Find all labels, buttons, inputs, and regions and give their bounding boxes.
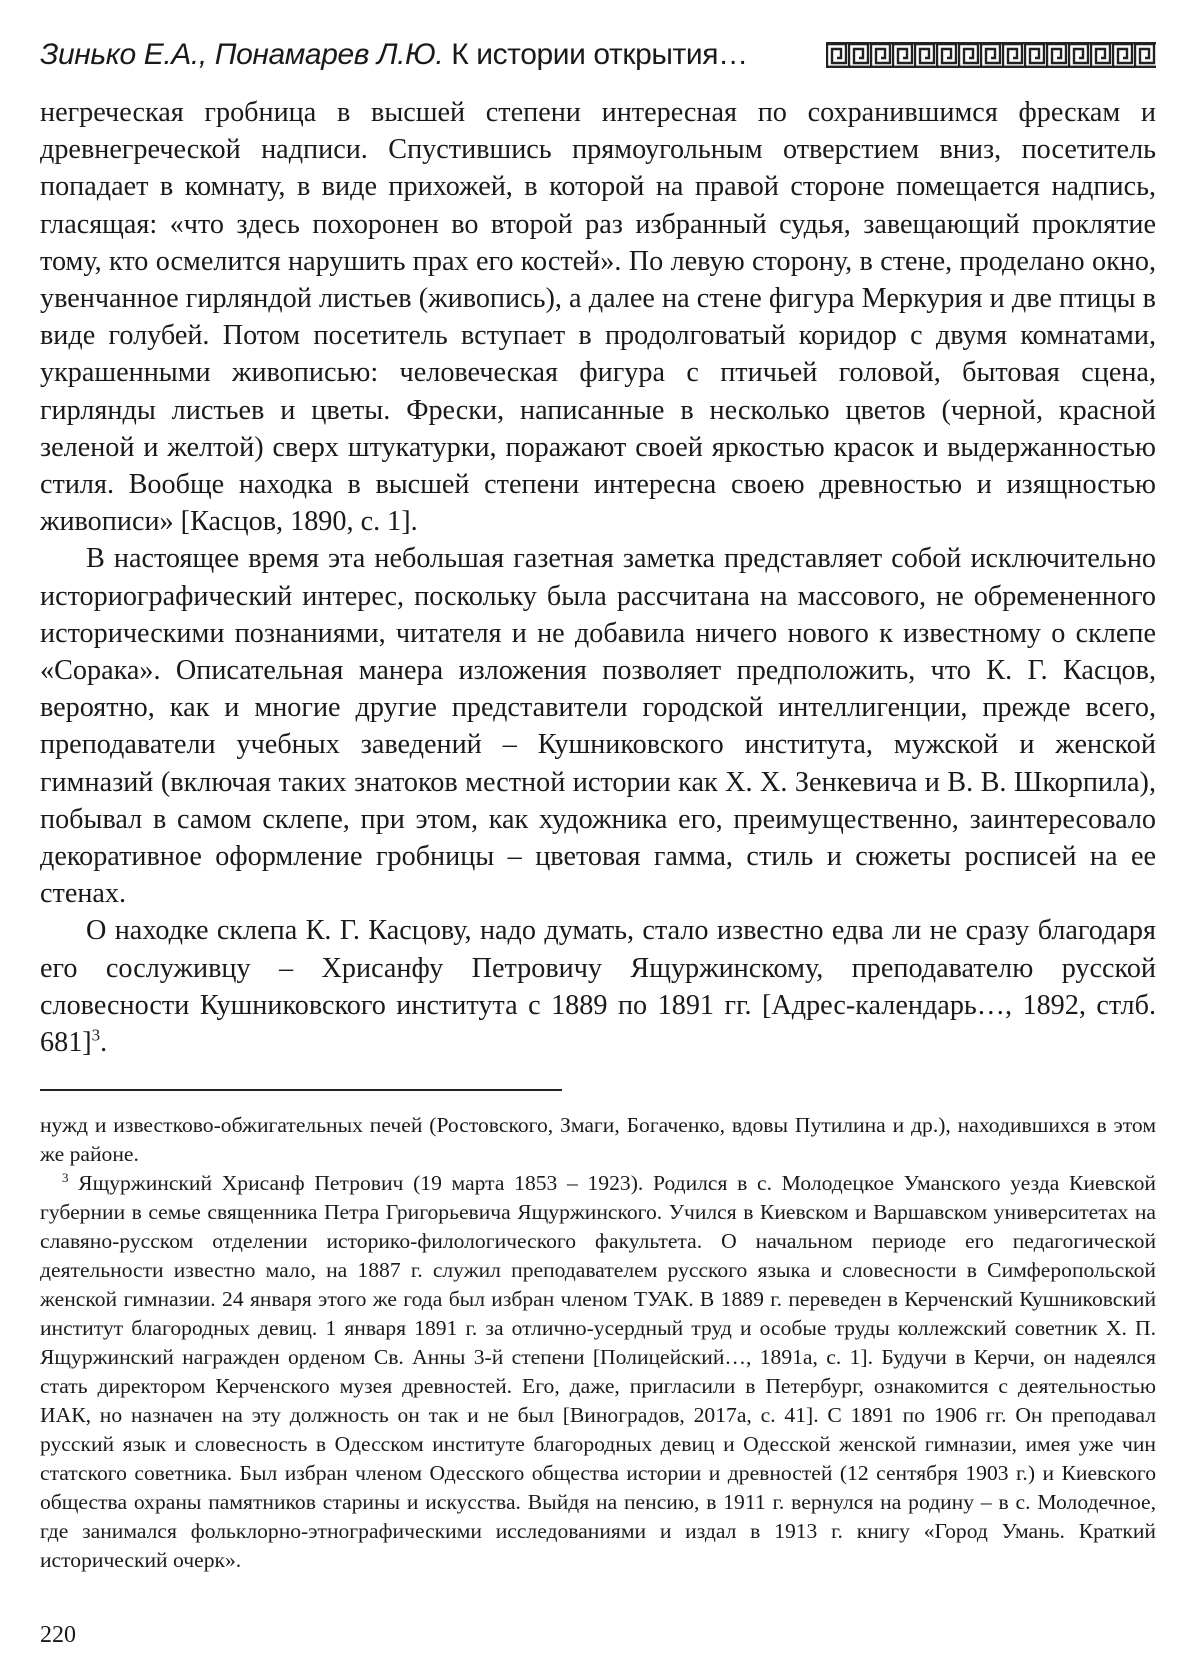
footnote-ref-3[interactable]: 3 [91,1025,101,1045]
main-text [40,94,1156,1061]
footnote-continued: нужд и известково-обжигательных печей (Ростовского, Змаги, Богаченко, вдовы Путилина и др.), находившихся в этом же районе. [40,1113,1156,1167]
footnotes [40,1111,1156,1575]
running-title [40,38,748,72]
greek-key-ornament [826,42,1156,68]
paragraph-3-text: О находке склепа К. Г. Касцову, надо думать, стало известно едва ли не сразу благодаря его сослуживцу – Хрисанфу Петровичу Ящуржинскому, преподавателю русской словесности Кушниковского института с 1889 по 1891 гг. [Адрес-календарь…, 1892, стлб. 681] [40,915,1156,1059]
paragraph-2: В настоящее время эта небольшая газетная заметка представляет собой исключительно историографический интерес, поскольку была рассчитана на массового, не обремененного историческими познаниями, читателя и не добавила ничего нового к известному о склепе «Сорака». Описательная манера изложения позволяет предположить, что К. Г. Касцов, вероятно, как и многие другие представители городской интеллигенции, прежде всего, преподаватели учебных заведений – Кушниковского института, мужской и женской гимназий (включая таких знатоков местной истории как Х. Х. Зенкевича и В. В. Шкорпила), побывал в самом склепе, при этом, как художника его, преимущественно, заинтересовало декоративное оформление гробницы – цветовая гамма, стиль и сюжеты росписей на ее стенах. [40,543,1156,910]
header-authors: Зинько Е.А., Понамарев Л.Ю. [40,38,444,71]
running-header [40,30,1156,80]
page-number: 220 [40,1622,76,1648]
paragraph-3-tail: . [100,1027,108,1059]
paragraph-1: негреческая гробница в высшей степени интересная по сохранившимся фрескам и древнегреческой надписи. Спустившись прямоугольным отверстием вниз, посетитель попадает в комнату, в виде прихожей, в которой на правой стороне помещается надпись, гласящая: «что здесь похоронен во второй раз избранный судья, завещающий проклятие тому, кто осмелится нарушить прах его костей». По левую сторону, в стене, проделано окно, увенчанное гирляндой листьев (живопись), а далее на стене фигура Меркурия и две птицы в виде голубей. Потом посетитель вступает в продолговатый коридор с двумя комнатами, украшенными живописью: человеческая фигура с птичьей головой, бытовая сцена, гирлянды листьев и цветы. Фрески, написанные в несколько цветов (черной, красной зеленой и желтой) сверх штукатурки, поражают своей яркостью красок и выдержанностью стиля. Вообще находка в высшей степени интересна своею древностью и изящностью живописи» [Касцов, 1890, с. 1]. [40,97,1156,538]
paragraph-3 [40,912,1156,1061]
header-title: К истории открытия… [443,38,748,71]
footnote-3-text: Ящуржинский Хрисанф Петрович (19 марта 1853 – 1923). Родился в с. Молодецкое Уманского уезда Киевской губернии в семье священника Петра Григорьевича Ящуржинского. Учился в Киевском и Варшавском университетах на славяно-русском отделении историко-филологического факультета. О начальном периоде его педагогической деятельности известно мало, на 1887 г. служил преподавателем русского языка и словесности в Симферопольской женской гимназии. 24 января этого же года был избран членом ТУАК. В 1889 г. переведен в Керченский Кушниковский институт благородных девиц. 1 января 1891 г. за отлично-усердный труд и особые труды коллежский советник Х. П. Ящуржинский награжден орденом Св. Анны 3-й степени [Полицейский…, 1891а, с. 1]. Будучи в Керчи, он надеялся стать директором Керченского музея древностей. Его, даже, пригласили в Петербург, ознакомится с деятельностью ИАК, но назначен на эту должность он так и не был [Виноградов, 2017а, с. 41]. С 1891 по 1906 гг. Он преподавал русский язык и словесность в Одесском институте благородных девиц и Одесской женской гимназии, имея уже чин статского советника. Был избран членом Одесского общества истории и древностей (12 сентября 1903 г.) и Киевского общества охраны памятников старины и искусства. Выйдя на пенсию, в 1911 г. вернулся на родину – в с. Молодечное, где занимался фольклорно-этнографическими исследованиями и издал в 1913 г. книгу «Город Умань. Краткий исторический очерк». [40,1171,1156,1573]
footnote-separator [40,1089,562,1091]
footnote-3 [40,1169,1156,1575]
footnote-3-marker: 3 [62,1170,69,1186]
